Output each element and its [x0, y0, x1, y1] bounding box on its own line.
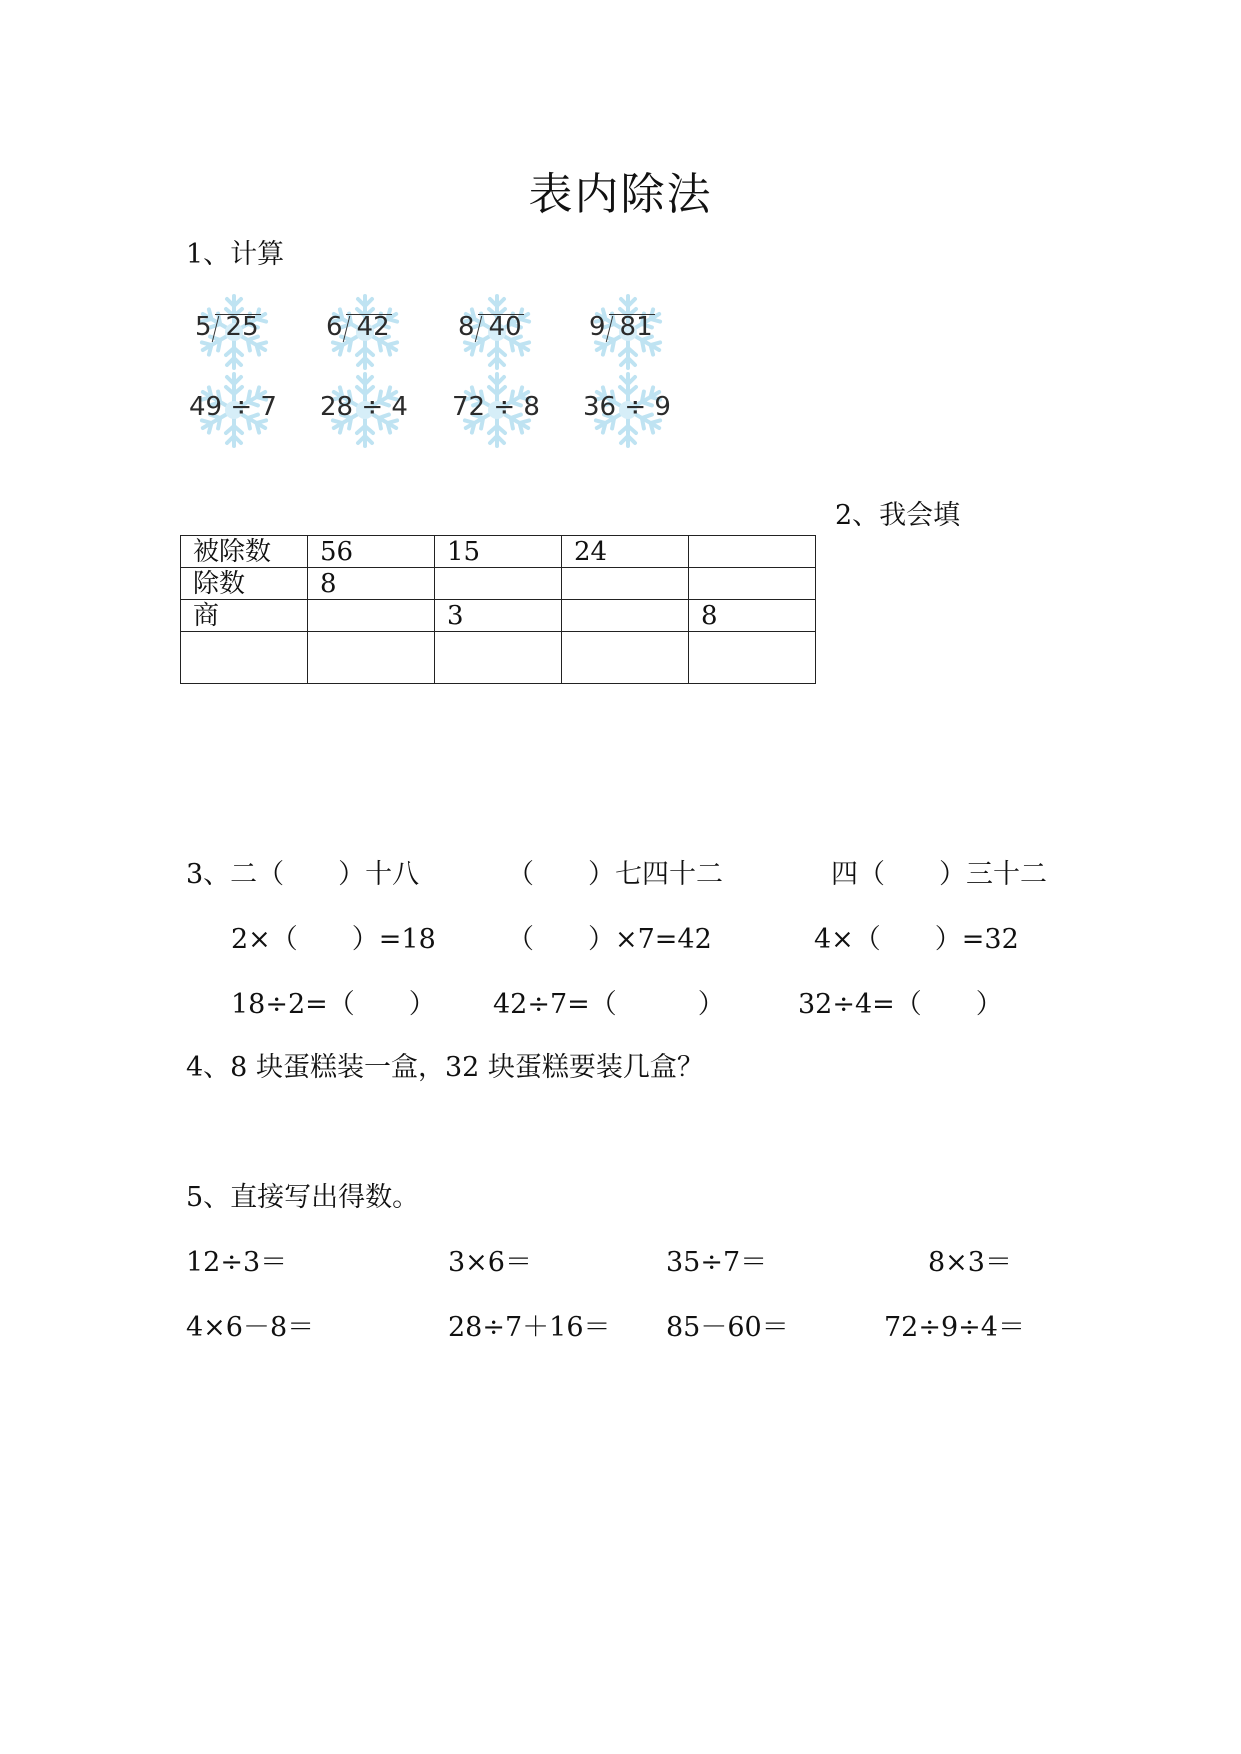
q2-heading: 2、我会填	[835, 500, 961, 531]
q5-item: 12÷3＝	[186, 1247, 288, 1278]
long-division-2	[316, 290, 412, 374]
table-cell	[689, 568, 816, 600]
q3-line2-col1: 2×（ ）=18	[231, 924, 436, 955]
q4-question: 4、8 块蛋糕装一盒，32 块蛋糕要装几盒？	[186, 1052, 704, 1083]
q5-item: 28÷7＋16＝	[448, 1312, 611, 1343]
table-cell	[181, 632, 308, 684]
q3-line3-col1: 18÷2=（ ）	[231, 989, 436, 1020]
dividend: 81	[619, 312, 653, 342]
table-cell: 8	[689, 600, 816, 632]
table-cell	[689, 632, 816, 684]
q5-heading: 5、直接写出得数。	[186, 1182, 420, 1213]
expression-2: 28 ÷ 4	[316, 368, 412, 452]
table-cell	[562, 568, 689, 600]
table-cell: 15	[435, 536, 562, 568]
expression-1: 49 ÷ 7	[185, 368, 281, 452]
table-row	[181, 600, 816, 632]
table-cell: 3	[435, 600, 562, 632]
q5-item: 3×6＝	[448, 1247, 532, 1278]
table-cell	[562, 600, 689, 632]
table-cell	[435, 568, 562, 600]
divisor: 8	[458, 312, 475, 342]
q3-line1-col3: 四（ ）三十二	[831, 859, 1047, 890]
table-cell	[689, 536, 816, 568]
q3-line2-col2: （ ）×7=42	[507, 924, 712, 955]
q5-item: 4×6－8＝	[186, 1312, 315, 1343]
expression-4: 36 ÷ 9	[579, 368, 675, 452]
table-cell: 56	[308, 536, 435, 568]
q3-line2-col3: 4×（ ）=32	[814, 924, 1019, 955]
table-row	[181, 568, 816, 600]
divisor: 5	[195, 312, 212, 342]
page-title: 表内除法	[528, 169, 713, 220]
fill-in-table	[180, 535, 816, 684]
table-cell: 8	[308, 568, 435, 600]
table-cell: 24	[562, 536, 689, 568]
divisor: 6	[326, 312, 343, 342]
dividend: 42	[356, 312, 390, 342]
expression-3: 72 ÷ 8	[448, 368, 544, 452]
dividend: 40	[488, 312, 522, 342]
table-cell	[562, 632, 689, 684]
q3-line1-col1: 3、二（ ）十八	[186, 859, 420, 890]
dividend: 25	[225, 312, 259, 342]
divisor: 9	[589, 312, 606, 342]
q3-line1-col2: （ ）七四十二	[507, 859, 723, 890]
q5-item: 35÷7＝	[666, 1247, 768, 1278]
table-cell: 被除数	[181, 536, 308, 568]
q3-line3-col2: 42÷7=（ ）	[493, 989, 725, 1020]
q1-heading: 1、计算	[186, 239, 285, 270]
table-cell: 除数	[181, 568, 308, 600]
table-cell: 商	[181, 600, 308, 632]
q3-line3-col3: 32÷4=（ ）	[798, 989, 1003, 1020]
table-cell	[308, 632, 435, 684]
table-cell	[308, 600, 435, 632]
long-division-4	[579, 290, 675, 374]
table-row	[181, 632, 816, 684]
table-cell	[435, 632, 562, 684]
table-row	[181, 536, 816, 568]
q5-item: 72÷9÷4＝	[884, 1312, 1025, 1343]
q5-item: 8×3＝	[928, 1247, 1012, 1278]
long-division-1	[185, 290, 281, 374]
long-division-3	[448, 290, 544, 374]
q5-item: 85－60＝	[666, 1312, 789, 1343]
